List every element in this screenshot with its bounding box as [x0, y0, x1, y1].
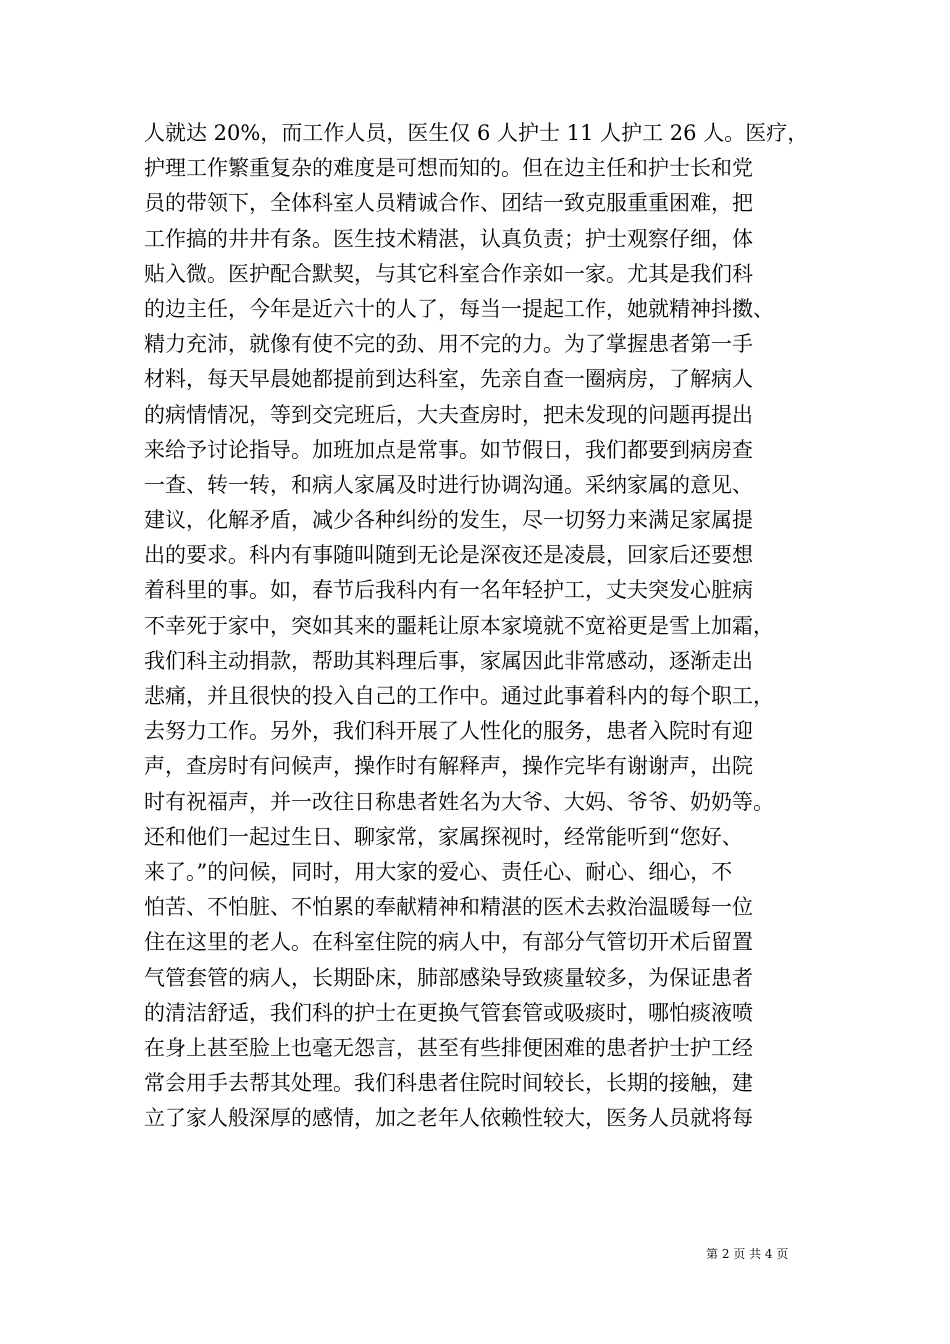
page-number-footer: 第 2 页 共 4 页	[706, 1247, 789, 1261]
text-line-22: 来了。”的问候，同时，用大家的爱心、责任心、耐心、细心，不	[144, 859, 733, 884]
text-line-21: 还和他们一起过生日、聊家常，家属探视时，经常能听到“您好、	[144, 824, 743, 849]
text-line-15: 不幸死于家中，突如其来的噩耗让原本家境就不宽裕更是雪上加霜，	[144, 613, 774, 638]
text-line-2: 护理工作繁重复杂的难度是可想而知的。但在边主任和护士长和党	[144, 156, 753, 181]
text-line-8: 材料，每天早晨她都提前到达科室，先亲自查一圈病房，了解病人	[144, 367, 753, 392]
text-line-6: 的边主任，今年是近六十的人了，每当一提起工作，她就精神抖擞、	[144, 296, 774, 321]
text-line-11: 一查、转一转，和病人家属及时进行协调沟通。采纳家属的意见、	[144, 472, 753, 497]
document-body	[144, 116, 808, 1136]
text-line-10: 来给予讨论指导。加班加点是常事。如节假日，我们都要到病房查	[144, 437, 753, 462]
text-line-19: 声，查房时有问候声，操作时有解释声，操作完毕有谢谢声，出院	[144, 754, 753, 779]
text-line-25: 气管套管的病人，长期卧床，肺部感染导致痰量较多，为保证患者	[144, 965, 753, 990]
text-line-9: 的病情情况，等到交完班后，大夫查房时，把未发现的问题再提出	[144, 402, 753, 427]
text-line-7: 精力充沛，就像有使不完的劲、用不完的力。为了掌握患者第一手	[144, 332, 753, 357]
text-line-16: 我们科主动捐款，帮助其料理后事，家属因此非常感动，逐渐走出	[144, 648, 753, 673]
text-line-24: 住在这里的老人。在科室住院的病人中，有部分气管切开术后留置	[144, 930, 753, 955]
text-line-4: 工作搞的井井有条。医生技术精湛，认真负责；护士观察仔细，体	[144, 226, 753, 251]
text-line-5: 贴入微。医护配合默契，与其它科室合作亲如一家。尤其是我们科	[144, 261, 753, 286]
text-line-29: 立了家人般深厚的感情，加之老年人依赖性较大，医务人员就将每	[144, 1106, 753, 1131]
text-line-28: 常会用手去帮其处理。我们科患者住院时间较长，长期的接触，建	[144, 1071, 753, 1096]
text-line-14: 着科里的事。如，春节后我科内有一名年轻护工，丈夫突发心脏病	[144, 578, 753, 603]
text-line-13: 出的要求。科内有事随叫随到无论是深夜还是凌晨，回家后还要想	[144, 543, 753, 568]
text-line-27: 在身上甚至脸上也毫无怨言，甚至有些排便困难的患者护士护工经	[144, 1035, 753, 1060]
text-line-20: 时有祝福声，并一改往日称患者姓名为大爷、大妈、爷爷、奶奶等。	[144, 789, 774, 814]
text-line-23: 怕苦、不怕脏、不怕累的奉献精神和精湛的医术去救治温暖每一位	[144, 895, 753, 920]
text-line-26: 的清洁舒适，我们科的护士在更换气管套管或吸痰时，哪怕痰液喷	[144, 1000, 753, 1025]
text-line-12: 建议，化解矛盾，减少各种纠纷的发生，尽一切努力来满足家属提	[144, 508, 753, 533]
text-line-1: 人就达 20%，而工作人员，医生仅 6 人护士 11 人护工 26 人。医疗，	[144, 121, 808, 145]
text-line-17: 悲痛，并且很快的投入自己的工作中。通过此事着科内的每个职工，	[144, 684, 774, 708]
text-line-3: 员的带领下，全体科室人员精诚合作、团结一致克服重重困难，把	[144, 191, 753, 216]
text-line-18: 去努力工作。另外，我们科开展了人性化的服务，患者入院时有迎	[144, 719, 753, 744]
